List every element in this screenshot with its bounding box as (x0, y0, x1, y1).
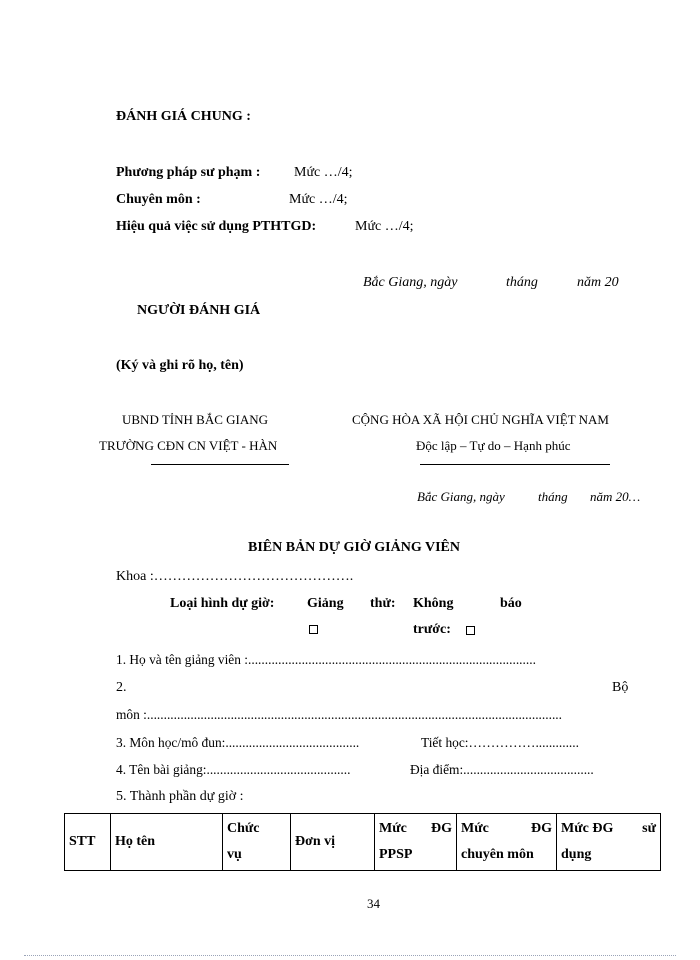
org-line-2: TRƯỜNG CĐN CN VIỆT - HÀN (99, 438, 278, 453)
equipment-usage-label: Hiệu quả việc sử dụng PTHTGD: (116, 219, 317, 234)
col-expertise-score: Mức ĐG chuyên môn (457, 814, 557, 871)
sign-note: (Ký và ghi rõ họ, tên) (116, 358, 244, 373)
equipment-usage-value: Mức …/4; (355, 219, 414, 234)
col-name: Họ tên (111, 814, 223, 871)
page-number: 34 (367, 896, 380, 911)
col-unit: Đơn vị (291, 814, 375, 871)
signature-place-date: Bắc Giang, ngày (363, 275, 458, 290)
trial-lesson-checkbox[interactable] (309, 625, 318, 634)
line-2-department: Bộ (612, 680, 629, 695)
faculty-field: Khoa :……………………………………. (116, 569, 354, 584)
nation-line-2: Độc lập – Tự do – Hạnh phúc (416, 438, 571, 453)
lesson-title-field: 4. Tên bài giảng:........................................... (116, 762, 351, 777)
attendance-table (64, 813, 661, 871)
option-unannounced-word1: Không (413, 596, 454, 611)
option-unannounced-line2: trước: (413, 622, 451, 637)
signature-year: năm 20 (577, 275, 619, 290)
general-assessment-title: ĐÁNH GIÁ CHUNG : (116, 109, 251, 124)
header-date-month: tháng (538, 489, 568, 504)
table-header-row (65, 814, 661, 871)
col-stt: STT (65, 814, 111, 871)
attendees-heading: 5. Thành phần dự giờ : (116, 789, 244, 804)
col-position: Chức vụ (223, 814, 291, 871)
location-field: Địa điểm:....................................... (410, 762, 594, 777)
assessor-title: NGƯỜI ĐÁNH GIÁ (137, 303, 261, 318)
col-usage-score: Mức ĐG sử dụng (557, 814, 661, 871)
org-underline (151, 464, 289, 465)
col-pedagogy-score: Mức ĐG PPSP (375, 814, 457, 871)
subject-field: 3. Môn học/mô đun:........................................ (116, 735, 360, 750)
expertise-label: Chuyên môn : (116, 192, 201, 207)
pedagogy-label: Phương pháp sư phạm : (116, 165, 261, 180)
observation-type-label: Loại hình dự giờ: (170, 596, 275, 611)
signature-month: tháng (506, 275, 538, 290)
header-date-place: Bắc Giang, ngày (417, 489, 505, 504)
nation-line-1: CỘNG HÒA XÃ HỘI CHỦ NGHĨA VIỆT NAM (352, 412, 609, 427)
page-boundary (24, 955, 676, 956)
lesson-period-field: Tiết học:……………............. (421, 735, 579, 750)
expertise-value: Mức …/4; (289, 192, 348, 207)
nation-underline (420, 464, 610, 465)
line-2-number: 2. (116, 680, 127, 695)
option-trial-word1: Giảng (307, 596, 344, 611)
pedagogy-value: Mức …/4; (294, 165, 353, 180)
header-date-year: năm 20… (590, 489, 641, 504)
option-trial-word2: thử: (370, 596, 396, 611)
form-title: BIÊN BẢN DỰ GIỜ GIẢNG VIÊN (248, 540, 460, 555)
lecturer-name-field: 1. Họ và tên giảng viên :...................................................................................... (116, 652, 536, 667)
org-line-1: UBND TỈNH BẮC GIANG (122, 412, 269, 427)
unannounced-checkbox[interactable] (466, 626, 475, 635)
department-field: môn :............................................................................................................................ (116, 707, 562, 722)
option-unannounced-word2: báo (500, 596, 522, 611)
